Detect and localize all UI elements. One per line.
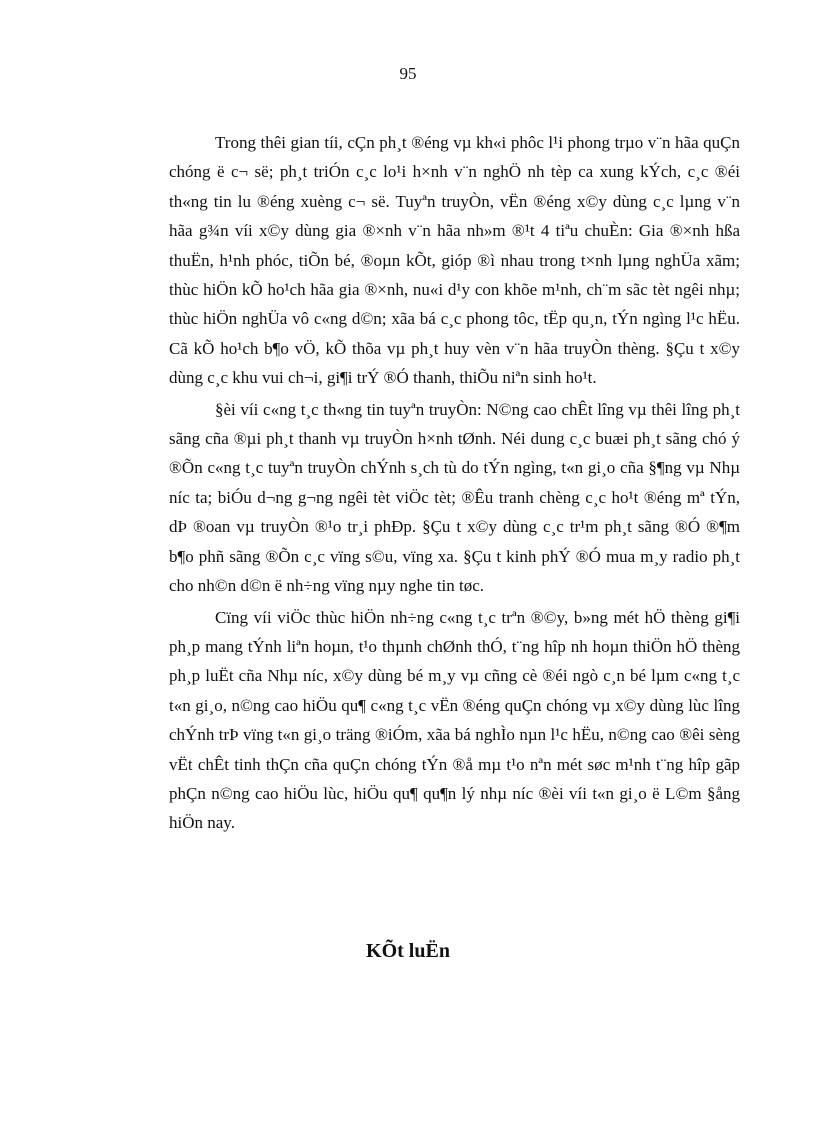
body-text <box>169 128 740 840</box>
section-heading: KÕt luËn <box>366 940 450 962</box>
page-number: 95 <box>399 64 417 83</box>
paragraph-solutions: Cïng víi viÖc thùc hiÖn nh÷ng c«ng t¸c trªn ®©y, b»ng mét hÖ thèng gi¶i ph¸p mang tÝnh liªn hoµn, t¹o thµnh chØnh thÓ, t¨ng hîp nh hoµn thiÖn hÖ thèng ph¸p luËt cña Nhµ níc, x©y dùng bé m¸y vµ cñng cè ®éi ngò c¸n bé lµm c«ng t¸c t«n gi¸o, n©ng cao hiÖu qu¶ c«ng t¸c vËn ®éng quÇn chóng vµ x©y dùng lùc lîng chÝnh trÞ vïng t«n gi¸o träng ®iÓm, xãa bá nghÌo nµn l¹c hËu, n©ng cao ®êi sèng vËt chÊt tinh thÇn cña quÇn chóng tÝn ®å mµ t¹o nªn mét søc m¹nh t¨ng hîp gãp phÇn n©ng cao hiÖu lùc, hiÖu qu¶ qu¶n lý nhµ níc ®èi víi t«n gi¸o ë L©m §ång hiÖn nay. <box>169 607 740 833</box>
paragraph-culture: Trong thêi gian tíi, cÇn ph¸t ®éng vµ kh«i phôc l¹i phong trµo v¨n hãa quÇn chóng ë c¬ së; ph¸t triÓn c¸c lo¹i h×nh v¨n nghÖ nh tèp ca xung kÝch, c¸c ®éi th«ng tin lu ®éng xuèng c¬ së. Tuyªn truyÒn, vËn ®éng x©y dùng c¸c lµng v¨n hãa g¾n víi x©y dùng gia ®×nh v¨n hãa nh»m ®¹t 4 tiªu chuÈn: Gia ®×nh hßa thuËn, h¹nh phóc, tiÕn bé, ®oµn kÕt, gióp ®ì nhau trong t×nh lµng nghÜa xãm; thùc hiÖn kÕ ho¹ch hãa gia ®×nh, nu«i d¹y con khõe m¹nh, ch¨m sãc tèt ngêi nhµ; thùc hiÖn nghÜa vô c«ng d©n; xãa bá c¸c phong tôc, tËp qu¸n, tÝn ngìng l¹c hËu. Cã kÕ ho¹ch b¶o vÖ, kÕ thõa vµ ph¸t huy vèn v¨n hãa truyÒn thèng. §Çu t x©y dùng c¸c khu vui ch¬i, gi¶i trÝ ®Ó thanh, thiÕu niªn sinh ho¹t. <box>169 133 740 388</box>
paragraph-information: §èi víi c«ng t¸c th«ng tin tuyªn truyÒn: N©ng cao chÊt lîng vµ thêi lîng ph¸t sãng cña ®µi ph¸t thanh vµ truyÒn h×nh tØnh. Néi dung c¸c buæi ph¸t sãng chó ý ®Õn c«ng t¸c tuyªn truyÒn chÝnh s¸ch tù do tÝn ngìng, t«n gi¸o cña §¶ng vµ Nhµ níc ta; biÓu d¬ng g¬ng ngêi tèt viÖc tèt; ®Êu tranh chèng c¸c ho¹t ®éng mª tÝn, dÞ ®oan vµ truyÒn ®¹o tr¸i phÐp. §Çu t x©y dùng c¸c tr¹m ph¸t sãng ®Ó ®¶m b¶o phñ sãng ®Õn c¸c vïng s©u, vïng xa. §Çu t kinh phÝ ®Ó mua m¸y radio ph¸t cho nh©n d©n ë nh÷ng vïng nµy nghe tin tøc. <box>169 399 740 596</box>
